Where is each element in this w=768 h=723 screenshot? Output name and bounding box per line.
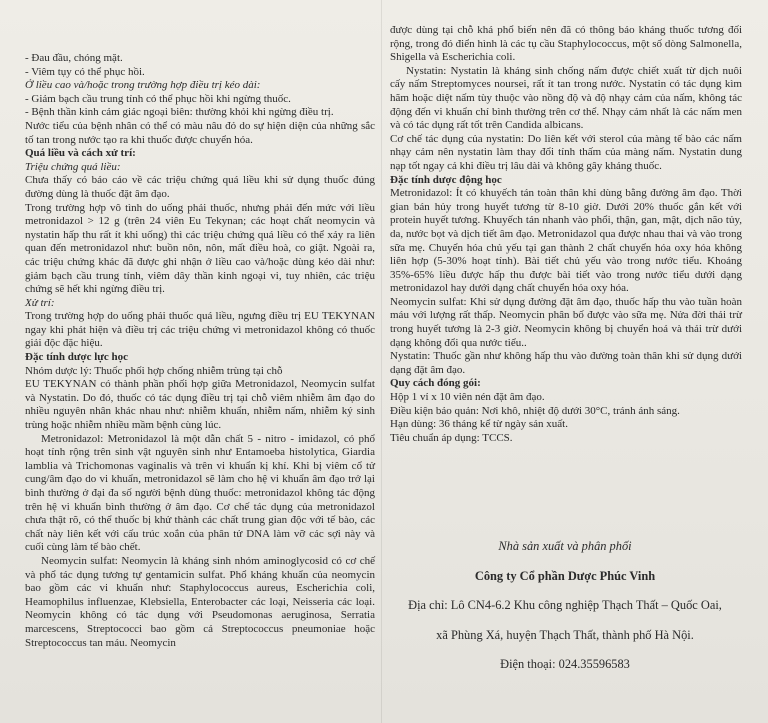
paragraph: Trong trường hợp vô tình do uống phải thuốc, nhưng phải đến mức với liều metronidazol > 12 g (trên 24 viên Eu Tekynan; các hoạt chất neomycin và nystatin hấp thu rất ít khi uống) thì các triệu chứng quá liều có thể xảy ra liên quan đến metronidazol như: buồn nôn, nôn, mất điều hoà, co giật. Ngoài ra, các triệu chứng khác đã được ghi nhận ở liều cao và/hoặc dùng kéo dài như: giảm bạch cầu trung tính, viêm dây thần kinh ngoại vi, tuy nhiên, các triệu chứng sẽ hết khi ngừng điều trị.: [25, 201, 375, 296]
manufacturer-block: [384, 526, 746, 685]
text-line: - Đau đầu, chóng mặt.: [25, 52, 123, 64]
company-name: Công ty Cổ phần Dược Phúc Vinh: [474, 568, 656, 583]
subheading: Ở liều cao và/hoặc trong trường hợp điều trị kéo dài:: [25, 79, 261, 92]
address-line: xã Phùng Xá, huyện Thạch Thất, thành phố Hà Nội.: [436, 627, 694, 642]
left-column: [25, 52, 375, 650]
paragraph: được dùng tại chỗ khá phổ biến nên đã có thông báo kháng thuốc tương đối rộng, trong đó điển hình là các tụ cầu Staphylococcus, một số dòng Salmonella, Shigella và Escherichia coli.: [390, 24, 742, 64]
section-heading: Quy cách đóng gói:: [390, 377, 481, 390]
manufacturer-caption: Nhà sản xuất và phân phối: [498, 539, 632, 554]
paragraph: Neomycin sulfat: Neomycin là kháng sinh nhóm aminoglycosid có cơ chế và phổ tác dụng tương tự gentamicin sulfat. Phổ kháng khuẩn của neomycin bao gồm các vi khuẩn như: Staphylococcus aureus, Escherichia coli, Heamophilus influenzae, Klebsiella, Enterobacter các loại, Neisseria các loại. Neomycin không có tác dụng với Pseudomonas aeruginosa, Serratia marcescens, Streptococci bao gồm cả Streptococcus pneumoniae hoặc Streptococcus tan máu. Neomycin: [25, 554, 375, 649]
paragraph: Nystatin: Thuốc gần như không hấp thu vào đường toàn thân khi sử dụng dưới dạng đặt âm đạo.: [390, 350, 742, 376]
text-line: Điều kiện bảo quản: Nơi khô, nhiệt độ dưới 30°C, tránh ánh sáng.: [390, 404, 680, 417]
paragraph: Neomycin sulfat: Khi sử dụng đường đặt âm đạo, thuốc hấp thu vào tuần hoàn máu với lượng rất thấp. Neomycin phân bố được vào sữa mẹ. Nửa đời thải trừ trong huyết tương là 2-3 giờ. Neomycin không bị chuyển hoá và thải trừ dưới dạng không đổi qua nước tiểu..: [390, 295, 742, 349]
right-column: [390, 24, 742, 445]
section-heading: Đặc tính dược động học: [390, 173, 502, 186]
section-heading: Đặc tính dược lực học: [25, 351, 129, 364]
paragraph: EU TEKYNAN có thành phần phối hợp giữa Metronidazol, Neomycin sulfat và Nystatin. Do đó, thuốc có tác dụng điều trị tại chỗ viêm nhiễm âm đạo do nhiều nguyên nhân khác nhau như: nhiễm khuẩn, nhiễm nấm, nhiễm ký sinh trùng hoặc nhiễm nhiều mầm bệnh cùng lúc.: [25, 378, 375, 432]
paragraph: Nước tiểu của bệnh nhân có thể có màu nâu đỏ do sự hiện diện của những sắc tố tan trong nước tạo ra khi thuốc được chuyển hóa.: [25, 119, 375, 146]
text-line: - Bệnh thần kinh cảm giác ngoại biên: thường khỏi khi ngừng điều trị.: [25, 106, 334, 119]
paragraph: Metronidazol: Metronidazol là một dẫn chất 5 - nitro - imidazol, có phổ hoạt tính rộng trên sinh vật nguyên sinh như Entamoeba histolytica, Giardia lamblia và Trichomonas vaginalis và trên vi khuẩn kị khí. Khi bị viêm cổ tử cung/âm đạo do vi khuẩn, metronidazol sẽ làm cho hệ vi khuẩn âm đạo trở lại bình thường ở đại đa số người bệnh dùng thuốc: metronidazol không tác động trên hệ vi khuẩn bình thường ở âm đạo. Cơ chế tác dụng của metronidazol chưa thật rõ, có thể thuốc bị khử thành các chất trung gian độc với tế bào, các chất này liên kết với cấu trúc xoắn của phân tử DNA làm vỡ các sợi này và cuối cùng làm tế bào chết.: [25, 432, 375, 554]
text-line: Hạn dùng: 36 tháng kể từ ngày sản xuất.: [390, 418, 568, 431]
paragraph: Metronidazol: Ít có khuyếch tán toàn thân khi dùng bằng đường âm đạo. Thời gian bán hủy trong huyết tương từ 8-10 giờ. Dưới 20% thuốc gắn kết với protein huyết tương. Khuyếch tán nhanh vào phổi, thận, gan, mật, dịch não tủy, da, nước bọt và dịch tiết âm đạo. Metronidazol qua được nhau thai và vào trong sữa mẹ. Chuyển hóa chủ yếu tại gan thành 2 chất chuyển hóa oxy hóa không liên hợp (5-30% hoạt tính). Bài tiết chủ yếu vào trong nước tiểu. Khoảng 35%-65% liều được hấp thu được bài tiết vào trong nước tiểu dưới dạng metronidazol hay dưới dạng chất chuyển hóa oxy hóa.: [390, 187, 742, 295]
paragraph: Cơ chế tác dụng của nystatin: Do liên kết với sterol của màng tế bào các nấm nhạy cảm nên nystatin làm thay đổi tính thấm của màng nấm. Nystatin dung nạp tốt ngay cả khi điều trị lâu dài và không gây kháng thuốc.: [390, 132, 742, 172]
paragraph: Trong trường hợp do uống phải thuốc quá liều, ngưng điều trị EU TEKYNAN ngay khi phát hiện và điều trị các triệu chứng vì metronidazol không có thuốc giải độc đặc hiệu.: [25, 310, 375, 350]
phone-line: Điện thoại: 024.35596583: [500, 656, 630, 671]
text-line: Nhóm dược lý: Thuốc phối hợp chống nhiễm trùng tại chỗ: [25, 364, 283, 377]
text-line: Tiêu chuẩn áp dụng: TCCS.: [390, 431, 513, 444]
text-line: - Giảm bạch cầu trung tính có thể phục hồi khi ngừng thuốc.: [25, 92, 291, 105]
text-line: Hộp 1 vỉ x 10 viên nén đặt âm đạo.: [390, 391, 545, 404]
fold-line: [381, 0, 382, 723]
section-heading: Quá liều và cách xử trí:: [25, 147, 136, 160]
paragraph: Nystatin: Nystatin là kháng sinh chống nấm được chiết xuất từ dịch nuôi cấy nấm Streptomyces noursei, rất ít tan trong nước. Nystatin có tác dụng kìm hãm hoặc diệt nấm tùy thuộc vào nồng độ và độ nhạy cảm của nấm, không tác động đến vi khuẩn chí bình thường trên cơ thể. Nhạy cảm nhất là các nấm men và có tác dụng rất tốt trên Candida albicans.: [390, 64, 742, 132]
paragraph: Chưa thấy có báo cáo về các triệu chứng quá liều khi sử dụng thuốc đúng đường dùng là thuốc đặt âm đạo.: [25, 174, 375, 200]
subheading: Triệu chứng quá liều:: [25, 160, 121, 173]
text-line: - Viêm tụy có thể phục hồi.: [25, 65, 145, 78]
subheading: Xử trí:: [25, 296, 55, 309]
address-line: Địa chỉ: Lô CN4-6.2 Khu công nghiệp Thạch Thất – Quốc Oai,: [408, 598, 722, 613]
